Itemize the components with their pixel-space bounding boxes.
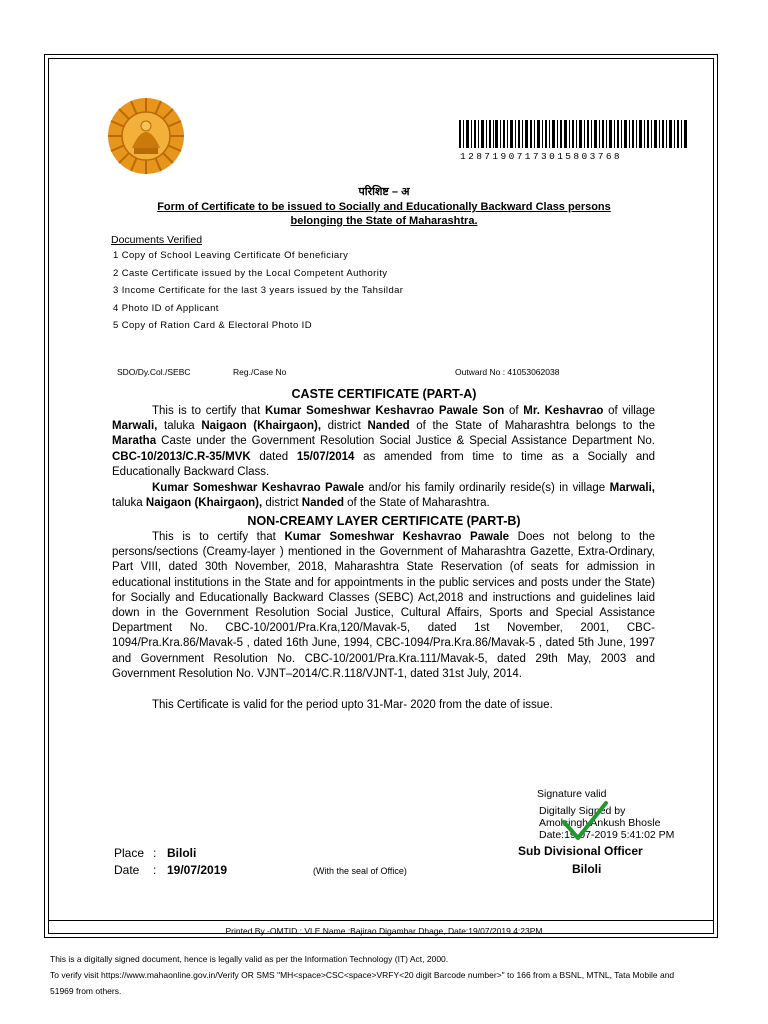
documents-verified-heading: Documents Verified [111, 234, 203, 246]
form-title [120, 200, 648, 228]
date-colon: : [153, 863, 157, 877]
part-a-title: CASTE CERTIFICATE (PART-A) [291, 387, 477, 401]
barcode-number: 1287190717301580376​8 [460, 151, 623, 162]
form-title-line-1: Form of Certificate to be issued to Socially and Educationally Backward Class persons [157, 201, 611, 213]
barcode [459, 120, 687, 148]
footer-line-2: To verify visit https://www.mahaonline.gov.in/Verify OR SMS "MH<space>CSC<space>VRFY<20 digit Barcode number>" to 166 from a BSNL, MTNL, Tata Mobile and [50, 970, 675, 980]
list-item: 4 Photo ID of Applicant [113, 302, 219, 314]
place-label: Place [114, 846, 145, 860]
part-b-paragraph: This is to certify that Kumar Someshwar Keshavrao Pawale Does not belong to the persons/sections (Creamy-layer ) mentioned in the Government of Maharashtra Gazette, Extra-Ordinary, Part VIII, dated 30th November, 2018, Maharashtra State Reservation (of seats for admission in educational institutions in the State and for appointments in the public services and posts under the State) for Socially and Educationally Backward Classes (SEBC) Act,2018 and instructions and guidelines laid down in the Government Resolution Social Justice, Cultural Affairs, Sports and Special Assistance Department No. CBC-10/2001/Pra.Kra,120/Mavak-5, dated 1st November, 2001, CBC-1094/Pra.Kra.86/Mavak-5 , dated 16th June, 1994, CBC-1094/Pra.Kra.86/Mavak-5 , dated 5th June, 1997 and Government Resolution No. CBC-10/2001/Pra.Kra.111/Mavak-5, dated 29th May, 2003 and Government Resolution No. VJNT–2014/C.R.118/VJNT-1, dated 31st July, 2014. [112, 531, 656, 680]
check-mark-icon [562, 800, 608, 842]
signature-date: Date:19-07-2019 5:41:02 PM [539, 829, 675, 841]
signature-valid-label: Signature valid [537, 788, 607, 800]
footer-line-3: 51969 from others. [50, 986, 122, 996]
documents-list [113, 250, 403, 338]
list-item: 1 Copy of School Leaving Certificate Of beneficiary [113, 250, 349, 261]
signer-name: Amolsingh Ankush Bhosle [539, 817, 661, 829]
form-title-line-2: belonging the State of Maharashtra. [290, 215, 478, 227]
date-value: 19/07/2019 [167, 863, 228, 877]
hindi-appendix-title: परिशिष्ट – अ [358, 186, 410, 198]
place-value: Biloli [167, 846, 197, 860]
designation: Sub Divisional Officer [518, 844, 643, 858]
place-colon: : [153, 846, 157, 860]
footer-line-1: This is a digitally signed document, hence is legally valid as per the Information Technology (IT) Act, 2000. [50, 954, 449, 964]
divider [48, 920, 714, 921]
office-code: SDO/Dy.Col./SEBC [117, 367, 191, 377]
office-place: Biloli [572, 862, 602, 876]
part-b-title: NON-CREAMY LAYER CERTIFICATE (PART-B) [247, 514, 521, 528]
seal-note: (With the seal of Office) [313, 866, 407, 876]
list-item: 3 Income Certificate for the last 3 years issued by the Tahsildar [113, 285, 404, 296]
digitally-signed-label: Digitally Signed by [539, 805, 626, 817]
maharashtra-seal-emblem [106, 96, 186, 176]
validity-statement: This Certificate is valid for the period upto 31-Mar- 2020 from the date of issue. [152, 699, 553, 711]
list-item: 2 Caste Certificate issued by the Local Competent Authority [113, 267, 388, 279]
part-a-paragraph-1: This is to certify that Kumar Someshwar Keshavrao Pawale Son of Mr. Keshavrao of village Marwali, taluka Naigaon (Khairgaon), district Nanded of the State of Maharashtra belongs to the Maratha Caste under the Government Resolution Social Justice & Special Assistance Department No. CBC-10/2013/C.R-35/MVK dated 15/07/2014 as amended from time to time as a Socially and Educationally Backward Class. [112, 405, 656, 478]
verification-footer [50, 951, 730, 999]
outward-number: Outward No : 41053062038 [455, 367, 560, 377]
list-item: 5 Copy of Ration Card & Electoral Photo ID [113, 320, 312, 331]
date-label: Date [114, 863, 140, 877]
part-a-paragraph-2: Kumar Someshwar Keshavrao Pawale and/or his family ordinarily reside(s) in village Marwali, taluka Naigaon (Khairgaon), district Nanded of the State of Maharashtra. [112, 482, 656, 510]
reg-case-label: Reg./Case No [233, 367, 287, 377]
printed-by: Printed By -OMTID : VLE Name :Bajirao Digambar Dhage, Date:19/07/2019 4:23PM [225, 926, 543, 936]
